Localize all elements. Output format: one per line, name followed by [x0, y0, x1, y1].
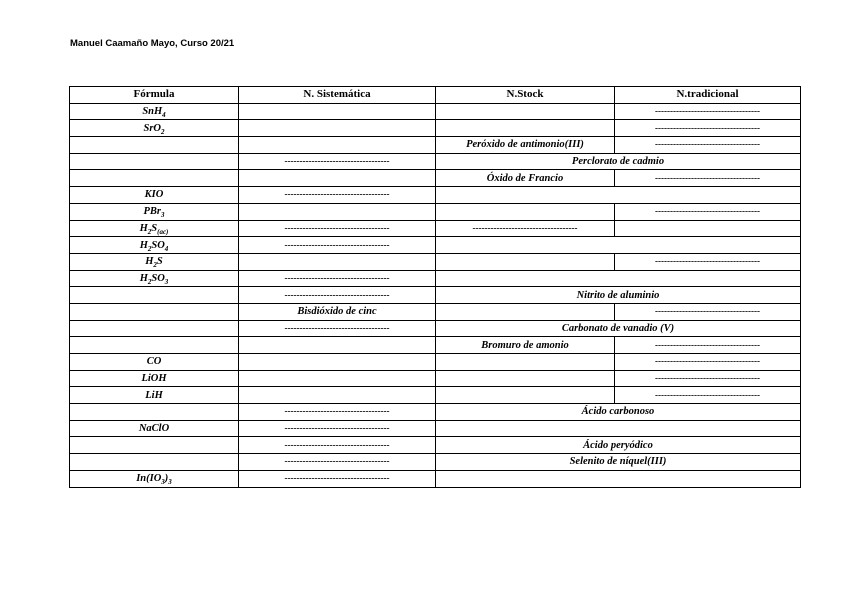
- table-row: [70, 220, 801, 237]
- blank-line: -----------------------------------: [284, 189, 390, 200]
- systematic-name-cell: [239, 354, 436, 371]
- table-header-row: [70, 87, 801, 104]
- blank-line: -----------------------------------: [655, 106, 760, 117]
- formula-cell: [70, 454, 239, 471]
- systematic-name-cell: [239, 454, 436, 471]
- stock-name-cell: [436, 303, 615, 320]
- systematic-name-cell: [239, 470, 436, 487]
- table-row: [70, 120, 801, 137]
- stock-traditional-name-cell: Selenito de níquel(III): [436, 454, 801, 471]
- systematic-name-cell: [239, 137, 436, 154]
- blank-line: -----------------------------------: [284, 439, 390, 450]
- systematic-name-cell: [239, 237, 436, 254]
- formula-cell: $H_2S_{(ac)}$: [70, 220, 239, 237]
- table-body: [70, 103, 801, 487]
- formula-cell: [70, 153, 239, 170]
- formula-cell: [70, 303, 239, 320]
- formula-cell: [70, 320, 239, 337]
- stock-traditional-name-cell: [436, 470, 801, 487]
- traditional-name-cell: [615, 120, 801, 137]
- formula-cell: $H_2S$: [70, 253, 239, 270]
- traditional-name-cell: [615, 337, 801, 354]
- stock-name-cell: [436, 220, 615, 237]
- stock-name-cell: [436, 203, 615, 220]
- systematic-name-cell: [239, 370, 436, 387]
- table-row: [70, 303, 801, 320]
- formula-cell: [70, 287, 239, 304]
- stock-name-cell: [436, 370, 615, 387]
- stock-traditional-name-cell: [436, 270, 801, 287]
- stock-traditional-name-cell: Perclorato de cadmio: [436, 153, 801, 170]
- formula-cell: SnH$_4$: [70, 103, 239, 120]
- stock-traditional-name-cell: [436, 187, 801, 204]
- formula-cell: KIO: [70, 187, 239, 204]
- stock-traditional-name-cell: [436, 420, 801, 437]
- formula-cell: [70, 437, 239, 454]
- formula-cell: [70, 170, 239, 187]
- stock-name-cell: Bromuro de amonio: [436, 337, 615, 354]
- blank-line: -----------------------------------: [284, 239, 390, 250]
- formula-cell: PBr$_3$: [70, 203, 239, 220]
- blank-line: -----------------------------------: [655, 122, 760, 133]
- table-row: [70, 454, 801, 471]
- blank-line: -----------------------------------: [284, 222, 390, 233]
- table-row: [70, 203, 801, 220]
- nomenclature-table: [69, 86, 801, 488]
- formula-cell: SrO$_2$: [70, 120, 239, 137]
- column-header-stock: N.Stock: [436, 87, 615, 104]
- systematic-name-cell: [239, 437, 436, 454]
- formula-cell: $In(IO_3)_3$: [70, 470, 239, 487]
- table-row: [70, 287, 801, 304]
- systematic-name-cell: [239, 387, 436, 404]
- traditional-name-cell: [615, 253, 801, 270]
- systematic-name-cell: [239, 187, 436, 204]
- table-row: [70, 270, 801, 287]
- stock-traditional-name-cell: Ácido carbonoso: [436, 404, 801, 421]
- table-row: [70, 137, 801, 154]
- table-row: [70, 187, 801, 204]
- blank-line: -----------------------------------: [655, 373, 760, 384]
- systematic-name-cell: [239, 253, 436, 270]
- systematic-name-cell: [239, 404, 436, 421]
- systematic-name-cell: [239, 420, 436, 437]
- table-row: [70, 470, 801, 487]
- blank-line: -----------------------------------: [655, 356, 760, 367]
- formula-cell: [70, 337, 239, 354]
- table-row: [70, 153, 801, 170]
- blank-line: -----------------------------------: [472, 222, 578, 233]
- traditional-name-cell: [615, 354, 801, 371]
- traditional-name-cell: [615, 137, 801, 154]
- stock-traditional-name-cell: Ácido peryódico: [436, 437, 801, 454]
- stock-name-cell: [436, 387, 615, 404]
- systematic-name-cell: [239, 103, 436, 120]
- blank-line: -----------------------------------: [284, 473, 390, 484]
- blank-line: -----------------------------------: [284, 406, 390, 417]
- table-row: [70, 404, 801, 421]
- systematic-name-cell: Bisdióxido de cinc: [239, 303, 436, 320]
- formula-cell: NaClO: [70, 420, 239, 437]
- table-row: [70, 237, 801, 254]
- stock-name-cell: Óxido de Francio: [436, 170, 615, 187]
- formula-cell: [70, 404, 239, 421]
- table-row: [70, 354, 801, 371]
- systematic-name-cell: [239, 120, 436, 137]
- formula-cell: LiOH: [70, 370, 239, 387]
- table-row: [70, 103, 801, 120]
- blank-line: -----------------------------------: [284, 423, 390, 434]
- table-row: [70, 170, 801, 187]
- systematic-name-cell: [239, 320, 436, 337]
- formula-cell: [70, 137, 239, 154]
- traditional-name-cell: [615, 203, 801, 220]
- systematic-name-cell: [239, 203, 436, 220]
- formula-cell: $H_2SO_3$: [70, 270, 239, 287]
- table-row: [70, 320, 801, 337]
- table-row: [70, 387, 801, 404]
- column-header-systematic: N. Sistemática: [239, 87, 436, 104]
- systematic-name-cell: [239, 287, 436, 304]
- systematic-name-cell: [239, 220, 436, 237]
- traditional-name-cell: [615, 370, 801, 387]
- column-header-traditional: N.tradicional: [615, 87, 801, 104]
- blank-line: -----------------------------------: [655, 139, 760, 150]
- formula-cell: CO: [70, 354, 239, 371]
- blank-line: -----------------------------------: [284, 456, 390, 467]
- table-row: [70, 420, 801, 437]
- table-row: [70, 253, 801, 270]
- blank-line: -----------------------------------: [655, 206, 760, 217]
- stock-traditional-name-cell: [436, 237, 801, 254]
- blank-line: -----------------------------------: [655, 256, 760, 267]
- stock-traditional-name-cell: Nitrito de aluminio: [436, 287, 801, 304]
- stock-traditional-name-cell: Carbonato de vanadio (V): [436, 320, 801, 337]
- traditional-name-cell: [615, 170, 801, 187]
- stock-name-cell: [436, 354, 615, 371]
- blank-line: -----------------------------------: [655, 306, 760, 317]
- table-row: [70, 437, 801, 454]
- formula-cell: LiH: [70, 387, 239, 404]
- stock-name-cell: Peróxido de antimonio(III): [436, 137, 615, 154]
- systematic-name-cell: [239, 337, 436, 354]
- traditional-name-cell: [615, 303, 801, 320]
- stock-name-cell: [436, 120, 615, 137]
- document-header: Manuel Caamaño Mayo, Curso 20/21: [70, 38, 235, 49]
- blank-line: -----------------------------------: [284, 322, 390, 333]
- blank-line: -----------------------------------: [655, 172, 760, 183]
- table-row: [70, 370, 801, 387]
- blank-line: -----------------------------------: [284, 272, 390, 283]
- table-row: [70, 337, 801, 354]
- blank-line: -----------------------------------: [284, 156, 390, 167]
- systematic-name-cell: [239, 153, 436, 170]
- systematic-name-cell: [239, 170, 436, 187]
- stock-name-cell: [436, 253, 615, 270]
- traditional-name-cell: [615, 387, 801, 404]
- blank-line: -----------------------------------: [284, 289, 390, 300]
- traditional-name-cell: [615, 220, 801, 237]
- blank-line: -----------------------------------: [655, 339, 760, 350]
- traditional-name-cell: [615, 103, 801, 120]
- column-header-formula: Fórmula: [70, 87, 239, 104]
- blank-line: -----------------------------------: [655, 389, 760, 400]
- systematic-name-cell: [239, 270, 436, 287]
- stock-name-cell: [436, 103, 615, 120]
- formula-cell: $H_2SO_4$: [70, 237, 239, 254]
